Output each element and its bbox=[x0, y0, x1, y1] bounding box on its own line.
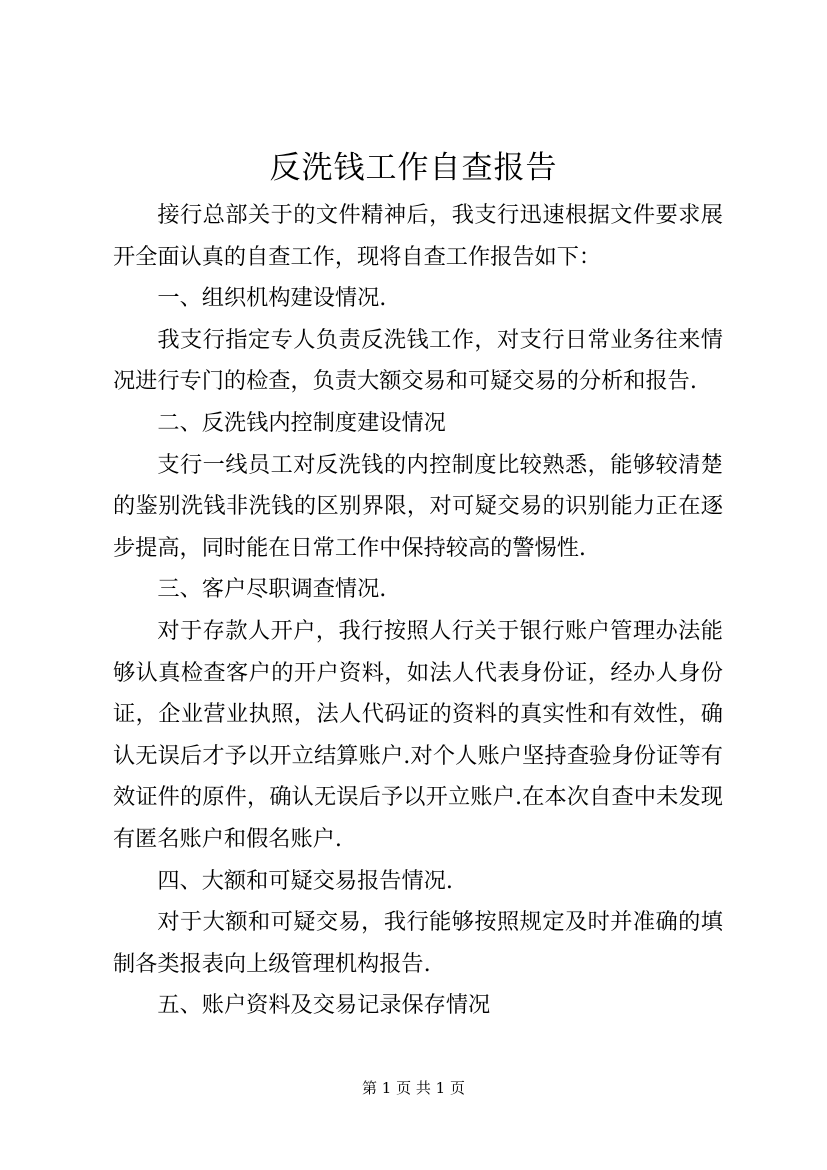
intro-paragraph: 接行总部关于的文件精神后，我支行迅速根据文件要求展开全面认真的自查工作，现将自查工作报告如下： bbox=[113, 202, 723, 270]
section-paragraph-1: 我支行指定专人负责反洗钱工作，对支行日常业务往来情况进行专门的检查，负责大额交易和可疑交易的分析和报告. bbox=[113, 326, 723, 395]
section-heading-3: 三、客户尽职调查情况. bbox=[157, 576, 387, 603]
section-heading-1: 一、组织机构建设情况. bbox=[157, 285, 387, 312]
section-heading-2: 二、反洗钱内控制度建设情况 bbox=[157, 409, 446, 436]
document-body bbox=[113, 195, 723, 1027]
section-paragraph-4: 对于大额和可疑交易，我行能够按照规定及时并准确的填制各类报表向上级管理机构报告. bbox=[113, 909, 723, 977]
page-number-footer: 第 1 页 共 1 页 bbox=[362, 1079, 465, 1097]
section-paragraph-3: 对于存款人开户，我行按照人行关于银行账户管理办法能够认真检查客户的开户资料，如法人代表身份证，经办人身份证，企业营业执照，法人代码证的资料的真实性和有效性，确认无误后才予以开立结算账户.对个人账户坚持查验身份证等有效证件的原件，确认无误后予以开立账户.在本次自查中未发现有匿名账户和假名账户. bbox=[113, 617, 723, 852]
section-heading-4: 四、大额和可疑交易报告情况. bbox=[157, 867, 453, 894]
document-title: 反洗钱工作自查报告 bbox=[269, 150, 558, 186]
section-heading-5: 五、账户资料及交易记录保存情况 bbox=[157, 992, 491, 1019]
section-paragraph-2: 支行一线员工对反洗钱的内控制度比较熟悉，能够较清楚的鉴别洗钱非洗钱的区别界限，对可疑交易的识别能力正在逐步提高，同时能在日常工作中保持较高的警惕性. bbox=[113, 451, 723, 561]
